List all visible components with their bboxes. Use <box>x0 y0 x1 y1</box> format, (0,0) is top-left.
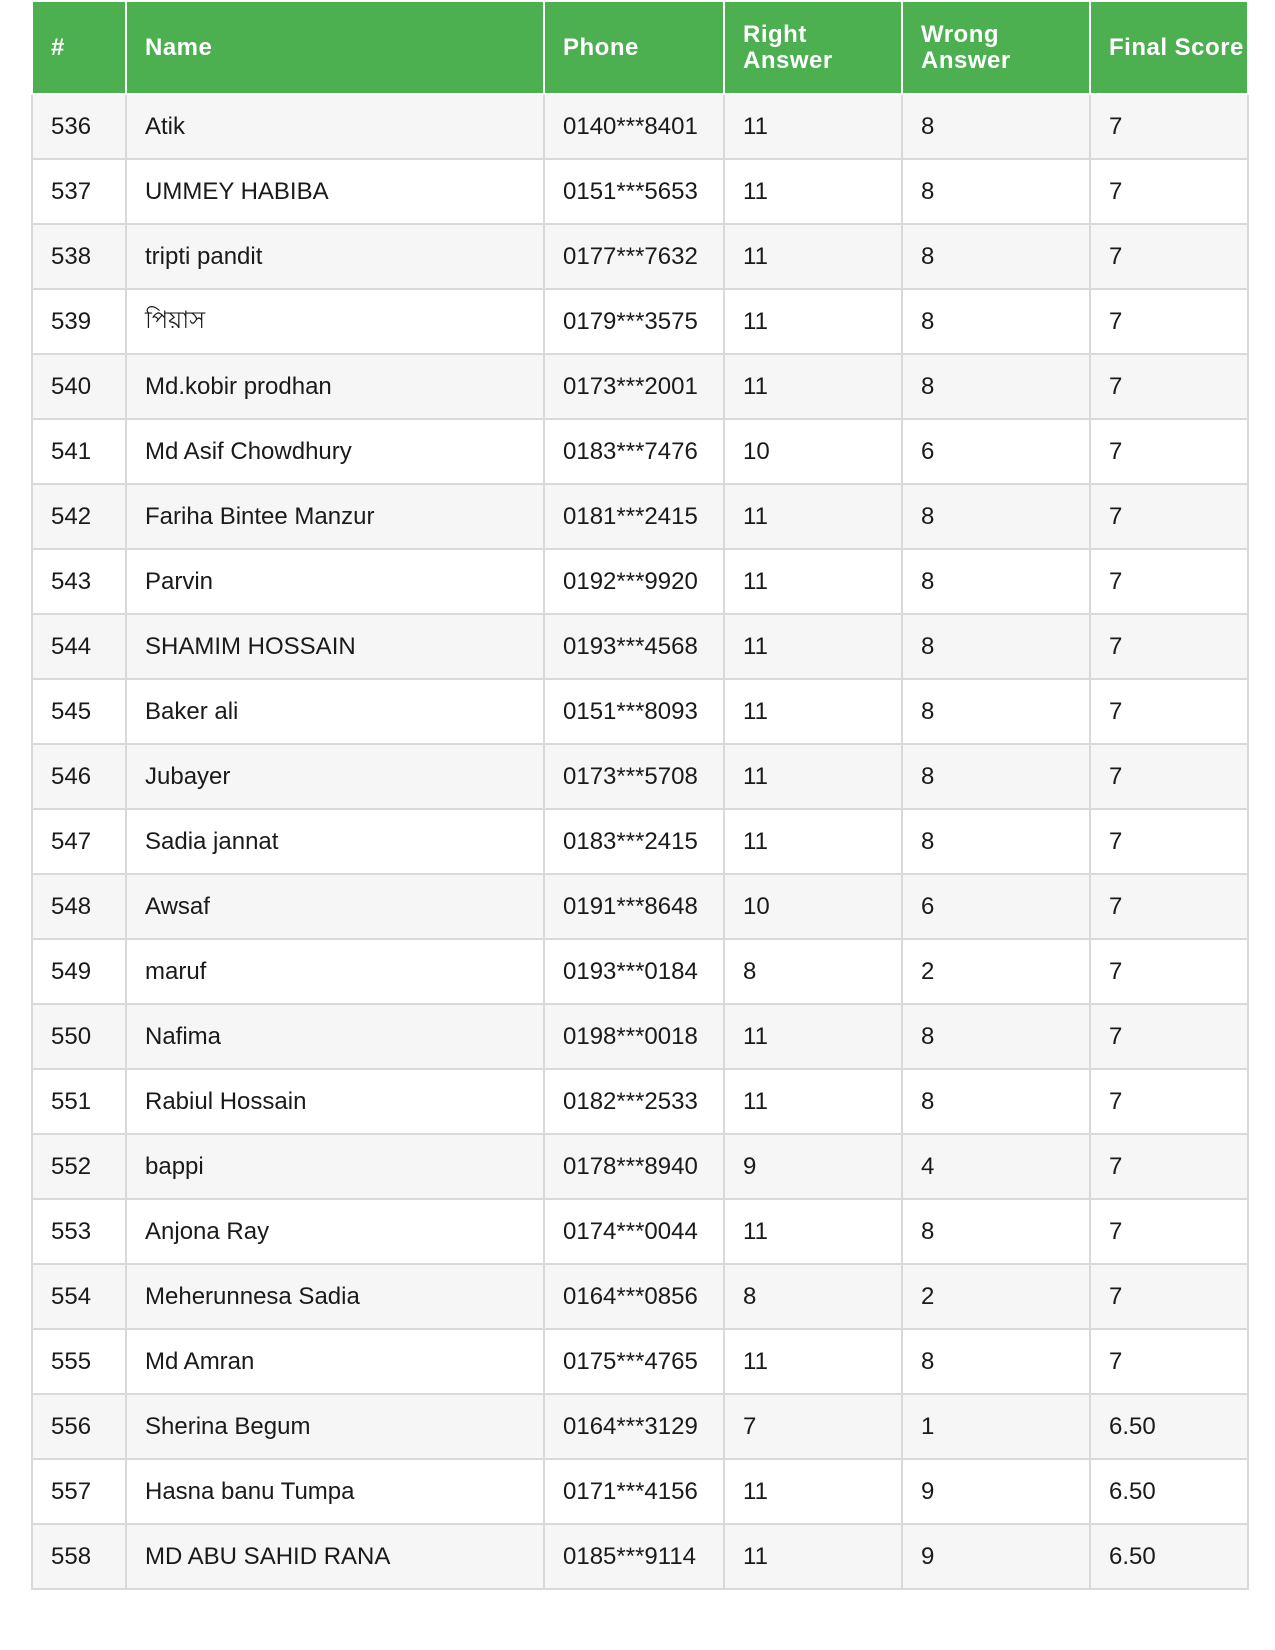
cell-right-answer: 11 <box>724 224 902 289</box>
cell-wrong-answer: 1 <box>902 1394 1090 1459</box>
cell-final-score: 7 <box>1090 224 1248 289</box>
table-row <box>32 224 1248 289</box>
cell-final-score: 7 <box>1090 809 1248 874</box>
cell-wrong-answer: 8 <box>902 94 1090 159</box>
cell-right-answer: 11 <box>724 614 902 679</box>
cell-number: 549 <box>32 939 126 1004</box>
table-row <box>32 1134 1248 1199</box>
results-table-container <box>31 0 1247 1590</box>
table-row <box>32 419 1248 484</box>
cell-number: 542 <box>32 484 126 549</box>
cell-right-answer: 9 <box>724 1134 902 1199</box>
cell-final-score: 7 <box>1090 1199 1248 1264</box>
cell-number: 536 <box>32 94 126 159</box>
header-right-answer: Right Answer <box>724 1 902 94</box>
cell-right-answer: 11 <box>724 1329 902 1394</box>
cell-right-answer: 11 <box>724 1524 902 1589</box>
cell-right-answer: 11 <box>724 1069 902 1134</box>
cell-right-answer: 11 <box>724 679 902 744</box>
cell-wrong-answer: 9 <box>902 1459 1090 1524</box>
cell-wrong-answer: 8 <box>902 354 1090 419</box>
cell-right-answer: 11 <box>724 1459 902 1524</box>
cell-phone: 0192***9920 <box>544 549 724 614</box>
table-row <box>32 1329 1248 1394</box>
cell-wrong-answer: 8 <box>902 1069 1090 1134</box>
cell-wrong-answer: 8 <box>902 549 1090 614</box>
cell-final-score: 7 <box>1090 354 1248 419</box>
table-row <box>32 679 1248 744</box>
cell-number: 547 <box>32 809 126 874</box>
cell-name: Sherina Begum <box>126 1394 544 1459</box>
cell-wrong-answer: 8 <box>902 809 1090 874</box>
cell-right-answer: 7 <box>724 1394 902 1459</box>
table-row <box>32 939 1248 1004</box>
cell-name: পিয়াস <box>126 289 544 354</box>
cell-name: MD ABU SAHID RANA <box>126 1524 544 1589</box>
cell-right-answer: 11 <box>724 809 902 874</box>
cell-number: 552 <box>32 1134 126 1199</box>
cell-wrong-answer: 8 <box>902 614 1090 679</box>
cell-number: 555 <box>32 1329 126 1394</box>
cell-phone: 0174***0044 <box>544 1199 724 1264</box>
table-row <box>32 94 1248 159</box>
table-row <box>32 614 1248 679</box>
header-final-score: Final Score <box>1090 1 1248 94</box>
cell-phone: 0171***4156 <box>544 1459 724 1524</box>
cell-final-score: 6.50 <box>1090 1394 1248 1459</box>
cell-phone: 0183***7476 <box>544 419 724 484</box>
cell-name: Parvin <box>126 549 544 614</box>
cell-wrong-answer: 6 <box>902 874 1090 939</box>
cell-phone: 0185***9114 <box>544 1524 724 1589</box>
table-row <box>32 1069 1248 1134</box>
cell-right-answer: 8 <box>724 1264 902 1329</box>
cell-right-answer: 11 <box>724 354 902 419</box>
cell-phone: 0193***4568 <box>544 614 724 679</box>
cell-right-answer: 11 <box>724 159 902 224</box>
header-number: # <box>32 1 126 94</box>
cell-name: bappi <box>126 1134 544 1199</box>
cell-final-score: 7 <box>1090 614 1248 679</box>
table-row <box>32 1459 1248 1524</box>
cell-name: Awsaf <box>126 874 544 939</box>
cell-final-score: 7 <box>1090 159 1248 224</box>
cell-phone: 0182***2533 <box>544 1069 724 1134</box>
cell-name: Nafima <box>126 1004 544 1069</box>
cell-number: 544 <box>32 614 126 679</box>
table-row <box>32 1264 1248 1329</box>
cell-phone: 0193***0184 <box>544 939 724 1004</box>
cell-wrong-answer: 8 <box>902 159 1090 224</box>
cell-phone: 0179***3575 <box>544 289 724 354</box>
cell-final-score: 7 <box>1090 1264 1248 1329</box>
table-row <box>32 549 1248 614</box>
cell-final-score: 7 <box>1090 94 1248 159</box>
cell-phone: 0151***5653 <box>544 159 724 224</box>
cell-right-answer: 11 <box>724 94 902 159</box>
cell-phone: 0140***8401 <box>544 94 724 159</box>
cell-final-score: 6.50 <box>1090 1459 1248 1524</box>
cell-final-score: 7 <box>1090 484 1248 549</box>
cell-number: 538 <box>32 224 126 289</box>
cell-final-score: 7 <box>1090 1134 1248 1199</box>
cell-right-answer: 11 <box>724 549 902 614</box>
cell-phone: 0198***0018 <box>544 1004 724 1069</box>
cell-phone: 0164***0856 <box>544 1264 724 1329</box>
cell-right-answer: 10 <box>724 419 902 484</box>
cell-name: Anjona Ray <box>126 1199 544 1264</box>
cell-number: 537 <box>32 159 126 224</box>
header-name: Name <box>126 1 544 94</box>
cell-name: Baker ali <box>126 679 544 744</box>
table-row <box>32 1524 1248 1589</box>
cell-wrong-answer: 8 <box>902 679 1090 744</box>
cell-final-score: 7 <box>1090 549 1248 614</box>
cell-wrong-answer: 2 <box>902 939 1090 1004</box>
cell-name: Rabiul Hossain <box>126 1069 544 1134</box>
table-row <box>32 1004 1248 1069</box>
cell-right-answer: 11 <box>724 289 902 354</box>
cell-phone: 0183***2415 <box>544 809 724 874</box>
cell-final-score: 6.50 <box>1090 1524 1248 1589</box>
cell-right-answer: 11 <box>724 1199 902 1264</box>
cell-name: Meherunnesa Sadia <box>126 1264 544 1329</box>
table-row <box>32 1199 1248 1264</box>
cell-name: Sadia jannat <box>126 809 544 874</box>
cell-wrong-answer: 8 <box>902 744 1090 809</box>
cell-right-answer: 11 <box>724 1004 902 1069</box>
header-row <box>32 1 1248 94</box>
cell-number: 540 <box>32 354 126 419</box>
cell-name: Md Asif Chowdhury <box>126 419 544 484</box>
cell-final-score: 7 <box>1090 419 1248 484</box>
cell-name: Atik <box>126 94 544 159</box>
cell-number: 546 <box>32 744 126 809</box>
cell-name: UMMEY HABIBA <box>126 159 544 224</box>
cell-final-score: 7 <box>1090 874 1248 939</box>
cell-number: 553 <box>32 1199 126 1264</box>
results-table <box>31 0 1249 1590</box>
cell-number: 551 <box>32 1069 126 1134</box>
cell-wrong-answer: 8 <box>902 484 1090 549</box>
cell-number: 557 <box>32 1459 126 1524</box>
cell-name: SHAMIM HOSSAIN <box>126 614 544 679</box>
table-row <box>32 1394 1248 1459</box>
table-row <box>32 484 1248 549</box>
cell-name: Md.kobir prodhan <box>126 354 544 419</box>
table-body <box>32 94 1248 1589</box>
cell-phone: 0173***2001 <box>544 354 724 419</box>
cell-phone: 0178***8940 <box>544 1134 724 1199</box>
cell-number: 550 <box>32 1004 126 1069</box>
cell-name: Md Amran <box>126 1329 544 1394</box>
table-row <box>32 744 1248 809</box>
cell-final-score: 7 <box>1090 1329 1248 1394</box>
cell-right-answer: 11 <box>724 744 902 809</box>
cell-phone: 0175***4765 <box>544 1329 724 1394</box>
cell-final-score: 7 <box>1090 1069 1248 1134</box>
cell-wrong-answer: 4 <box>902 1134 1090 1199</box>
cell-name: maruf <box>126 939 544 1004</box>
cell-phone: 0181***2415 <box>544 484 724 549</box>
cell-phone: 0191***8648 <box>544 874 724 939</box>
cell-wrong-answer: 8 <box>902 289 1090 354</box>
cell-right-answer: 8 <box>724 939 902 1004</box>
cell-number: 548 <box>32 874 126 939</box>
table-row <box>32 354 1248 419</box>
table-row <box>32 159 1248 224</box>
cell-number: 541 <box>32 419 126 484</box>
cell-final-score: 7 <box>1090 744 1248 809</box>
cell-wrong-answer: 8 <box>902 1004 1090 1069</box>
cell-wrong-answer: 8 <box>902 1329 1090 1394</box>
cell-number: 556 <box>32 1394 126 1459</box>
cell-name: Fariha Bintee Manzur <box>126 484 544 549</box>
header-phone: Phone <box>544 1 724 94</box>
cell-number: 558 <box>32 1524 126 1589</box>
cell-phone: 0173***5708 <box>544 744 724 809</box>
cell-wrong-answer: 6 <box>902 419 1090 484</box>
cell-name: Jubayer <box>126 744 544 809</box>
cell-name: tripti pandit <box>126 224 544 289</box>
cell-number: 545 <box>32 679 126 744</box>
cell-final-score: 7 <box>1090 289 1248 354</box>
table-row <box>32 809 1248 874</box>
cell-number: 543 <box>32 549 126 614</box>
cell-wrong-answer: 9 <box>902 1524 1090 1589</box>
cell-phone: 0164***3129 <box>544 1394 724 1459</box>
cell-right-answer: 11 <box>724 484 902 549</box>
cell-number: 554 <box>32 1264 126 1329</box>
cell-phone: 0177***7632 <box>544 224 724 289</box>
cell-phone: 0151***8093 <box>544 679 724 744</box>
table-row <box>32 874 1248 939</box>
cell-number: 539 <box>32 289 126 354</box>
table-header <box>32 1 1248 94</box>
table-row <box>32 289 1248 354</box>
cell-final-score: 7 <box>1090 939 1248 1004</box>
cell-final-score: 7 <box>1090 679 1248 744</box>
cell-right-answer: 10 <box>724 874 902 939</box>
cell-wrong-answer: 8 <box>902 1199 1090 1264</box>
cell-wrong-answer: 2 <box>902 1264 1090 1329</box>
cell-wrong-answer: 8 <box>902 224 1090 289</box>
cell-final-score: 7 <box>1090 1004 1248 1069</box>
cell-name: Hasna banu Tumpa <box>126 1459 544 1524</box>
header-wrong-answer: Wrong Answer <box>902 1 1090 94</box>
